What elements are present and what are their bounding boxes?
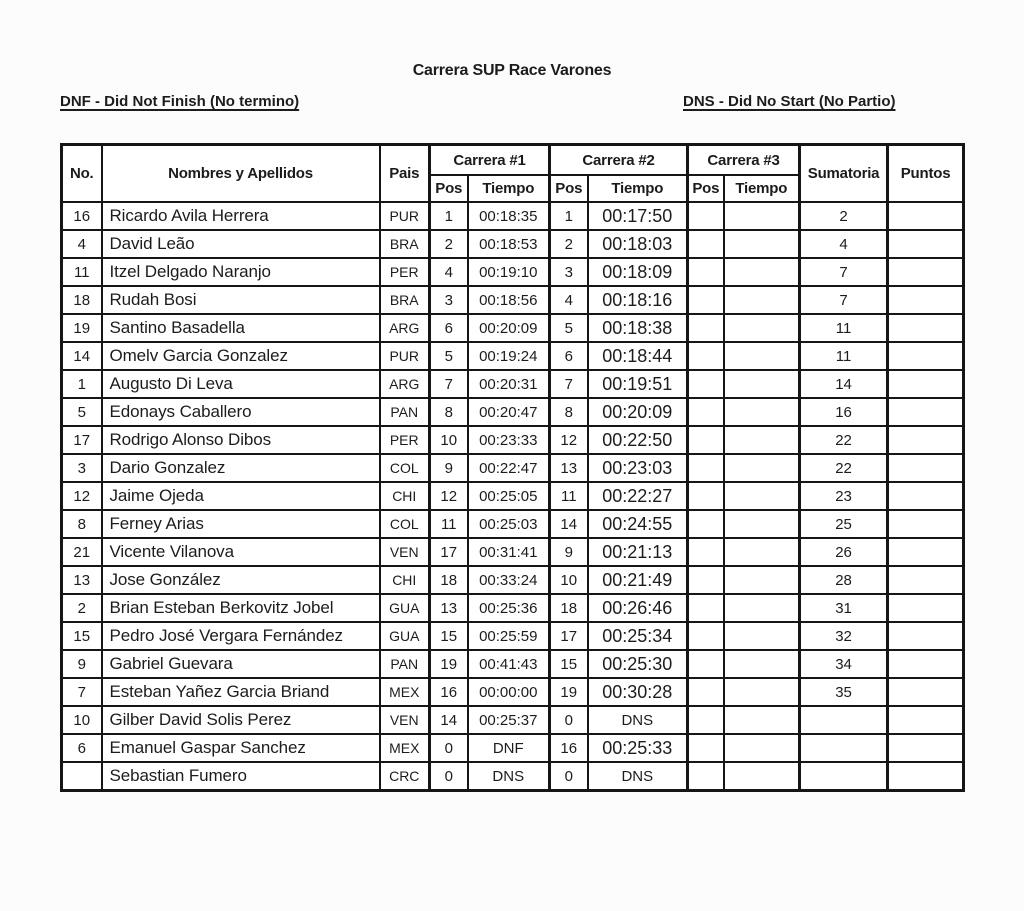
header-race3-pos: Pos <box>688 175 724 202</box>
cell-race3-pos <box>688 566 724 594</box>
cell-no: 15 <box>62 622 102 650</box>
table-row <box>62 622 964 650</box>
cell-race2-pos: 14 <box>550 510 588 538</box>
cell-race3-tiempo <box>724 510 800 538</box>
cell-puntos <box>888 538 964 566</box>
cell-race1-tiempo: 00:25:37 <box>468 706 550 734</box>
cell-race2-tiempo: 00:22:27 <box>588 482 688 510</box>
cell-name: Augusto Di Leva <box>102 370 380 398</box>
cell-pais: PAN <box>380 398 430 426</box>
cell-race2-pos: 8 <box>550 398 588 426</box>
table-row <box>62 482 964 510</box>
cell-no: 19 <box>62 314 102 342</box>
cell-race3-tiempo <box>724 566 800 594</box>
cell-no: 12 <box>62 482 102 510</box>
cell-race1-tiempo: 00:18:56 <box>468 286 550 314</box>
cell-sumatoria: 16 <box>800 398 888 426</box>
cell-pais: PER <box>380 426 430 454</box>
cell-race2-pos: 18 <box>550 594 588 622</box>
cell-race1-tiempo: 00:31:41 <box>468 538 550 566</box>
cell-race3-pos <box>688 678 724 706</box>
table-row <box>62 314 964 342</box>
cell-race2-pos: 10 <box>550 566 588 594</box>
cell-pais: PER <box>380 258 430 286</box>
cell-puntos <box>888 454 964 482</box>
cell-name: Brian Esteban Berkovitz Jobel <box>102 594 380 622</box>
cell-race3-pos <box>688 230 724 258</box>
cell-no: 6 <box>62 734 102 762</box>
cell-race2-tiempo: 00:30:28 <box>588 678 688 706</box>
cell-race3-pos <box>688 650 724 678</box>
header-race1-pos: Pos <box>430 175 468 202</box>
table-row <box>62 286 964 314</box>
cell-race2-tiempo: 00:24:55 <box>588 510 688 538</box>
cell-pais: COL <box>380 454 430 482</box>
header-race2-pos: Pos <box>550 175 588 202</box>
cell-race1-pos: 18 <box>430 566 468 594</box>
cell-race1-tiempo: DNS <box>468 762 550 791</box>
cell-race2-pos: 4 <box>550 286 588 314</box>
cell-race3-pos <box>688 370 724 398</box>
cell-name: David Leão <box>102 230 380 258</box>
cell-puntos <box>888 202 964 230</box>
cell-sumatoria: 34 <box>800 650 888 678</box>
cell-name: Gabriel Guevara <box>102 650 380 678</box>
cell-puntos <box>888 706 964 734</box>
table-body <box>62 202 964 791</box>
cell-race1-tiempo: 00:20:47 <box>468 398 550 426</box>
page-title: Carrera SUP Race Varones <box>412 62 612 79</box>
cell-race1-pos: 9 <box>430 454 468 482</box>
cell-sumatoria <box>800 706 888 734</box>
cell-puntos <box>888 426 964 454</box>
cell-race1-pos: 2 <box>430 230 468 258</box>
cell-race3-tiempo <box>724 370 800 398</box>
cell-pais: PAN <box>380 650 430 678</box>
cell-name: Ricardo Avila Herrera <box>102 202 380 230</box>
cell-no: 3 <box>62 454 102 482</box>
cell-sumatoria: 28 <box>800 566 888 594</box>
cell-race2-tiempo: DNS <box>588 762 688 791</box>
cell-race3-tiempo <box>724 286 800 314</box>
cell-race3-pos <box>688 426 724 454</box>
cell-name: Jaime Ojeda <box>102 482 380 510</box>
cell-no: 16 <box>62 202 102 230</box>
cell-name: Dario Gonzalez <box>102 454 380 482</box>
cell-puntos <box>888 594 964 622</box>
cell-pais: CHI <box>380 566 430 594</box>
cell-no <box>62 762 102 791</box>
cell-pais: VEN <box>380 538 430 566</box>
cell-race2-tiempo: 00:21:13 <box>588 538 688 566</box>
cell-race1-tiempo: 00:25:59 <box>468 622 550 650</box>
cell-race1-tiempo: 00:18:53 <box>468 230 550 258</box>
cell-name: Itzel Delgado Naranjo <box>102 258 380 286</box>
cell-sumatoria: 4 <box>800 230 888 258</box>
cell-race2-tiempo: 00:18:38 <box>588 314 688 342</box>
cell-pais: CHI <box>380 482 430 510</box>
cell-puntos <box>888 622 964 650</box>
cell-race1-pos: 13 <box>430 594 468 622</box>
cell-sumatoria: 22 <box>800 454 888 482</box>
table-row <box>62 370 964 398</box>
cell-race1-tiempo: 00:20:31 <box>468 370 550 398</box>
cell-race1-pos: 16 <box>430 678 468 706</box>
cell-race1-pos: 3 <box>430 286 468 314</box>
cell-race3-tiempo <box>724 594 800 622</box>
cell-race1-tiempo: 00:19:24 <box>468 342 550 370</box>
cell-pais: COL <box>380 510 430 538</box>
cell-race2-tiempo: 00:18:44 <box>588 342 688 370</box>
cell-pais: BRA <box>380 230 430 258</box>
cell-sumatoria: 14 <box>800 370 888 398</box>
legend-dns: DNS - Did No Start (No Partio) <box>683 93 896 110</box>
cell-race2-pos: 5 <box>550 314 588 342</box>
cell-race2-tiempo: 00:25:33 <box>588 734 688 762</box>
cell-race3-tiempo <box>724 734 800 762</box>
cell-race1-pos: 14 <box>430 706 468 734</box>
cell-puntos <box>888 734 964 762</box>
cell-race2-pos: 13 <box>550 454 588 482</box>
cell-race2-pos: 9 <box>550 538 588 566</box>
cell-no: 4 <box>62 230 102 258</box>
cell-puntos <box>888 678 964 706</box>
cell-race1-pos: 5 <box>430 342 468 370</box>
cell-race3-pos <box>688 398 724 426</box>
cell-puntos <box>888 762 964 791</box>
cell-pais: ARG <box>380 370 430 398</box>
header-race1-tiempo: Tiempo <box>468 175 550 202</box>
cell-race3-pos <box>688 762 724 791</box>
cell-race3-tiempo <box>724 230 800 258</box>
cell-name: Rudah Bosi <box>102 286 380 314</box>
cell-race1-tiempo: 00:25:05 <box>468 482 550 510</box>
cell-race2-pos: 2 <box>550 230 588 258</box>
cell-no: 5 <box>62 398 102 426</box>
cell-pais: VEN <box>380 706 430 734</box>
table-row <box>62 426 964 454</box>
cell-pais: GUA <box>380 594 430 622</box>
cell-name: Santino Basadella <box>102 314 380 342</box>
cell-race2-tiempo: DNS <box>588 706 688 734</box>
cell-race3-pos <box>688 594 724 622</box>
cell-race3-pos <box>688 314 724 342</box>
table-row <box>62 202 964 230</box>
cell-no: 18 <box>62 286 102 314</box>
cell-race2-pos: 16 <box>550 734 588 762</box>
cell-race3-tiempo <box>724 398 800 426</box>
cell-puntos <box>888 258 964 286</box>
cell-sumatoria: 23 <box>800 482 888 510</box>
cell-race1-pos: 4 <box>430 258 468 286</box>
legend-dnf: DNF - Did Not Finish (No termino) <box>60 93 300 110</box>
table-row <box>62 538 964 566</box>
cell-name: Jose González <box>102 566 380 594</box>
header-pais: Pais <box>380 145 430 203</box>
cell-race2-tiempo: 00:18:16 <box>588 286 688 314</box>
cell-race3-tiempo <box>724 202 800 230</box>
cell-puntos <box>888 566 964 594</box>
cell-race1-pos: 19 <box>430 650 468 678</box>
cell-name: Edonays Caballero <box>102 398 380 426</box>
cell-sumatoria <box>800 762 888 791</box>
cell-sumatoria: 7 <box>800 258 888 286</box>
cell-race1-pos: 11 <box>430 510 468 538</box>
cell-race1-tiempo: 00:22:47 <box>468 454 550 482</box>
cell-race2-pos: 11 <box>550 482 588 510</box>
cell-race1-pos: 1 <box>430 202 468 230</box>
cell-race1-tiempo: 00:00:00 <box>468 678 550 706</box>
cell-race3-pos <box>688 734 724 762</box>
header-sumatoria: Sumatoria <box>800 145 888 203</box>
cell-race2-tiempo: 00:23:03 <box>588 454 688 482</box>
header-race1: Carrera #1 <box>430 145 550 176</box>
cell-pais: PUR <box>380 342 430 370</box>
cell-race3-tiempo <box>724 314 800 342</box>
cell-race3-tiempo <box>724 482 800 510</box>
cell-race3-tiempo <box>724 650 800 678</box>
cell-race2-tiempo: 00:19:51 <box>588 370 688 398</box>
cell-sumatoria: 31 <box>800 594 888 622</box>
cell-pais: MEX <box>380 734 430 762</box>
cell-race2-pos: 15 <box>550 650 588 678</box>
cell-puntos <box>888 398 964 426</box>
cell-name: Gilber David Solis Perez <box>102 706 380 734</box>
cell-pais: CRC <box>380 762 430 791</box>
cell-pais: ARG <box>380 314 430 342</box>
cell-race1-pos: 17 <box>430 538 468 566</box>
cell-race2-tiempo: 00:21:49 <box>588 566 688 594</box>
cell-pais: MEX <box>380 678 430 706</box>
cell-race3-pos <box>688 342 724 370</box>
cell-puntos <box>888 650 964 678</box>
cell-sumatoria: 32 <box>800 622 888 650</box>
cell-sumatoria: 2 <box>800 202 888 230</box>
cell-race2-tiempo: 00:20:09 <box>588 398 688 426</box>
cell-no: 2 <box>62 594 102 622</box>
cell-puntos <box>888 286 964 314</box>
table-row <box>62 678 964 706</box>
cell-sumatoria: 7 <box>800 286 888 314</box>
table-row <box>62 230 964 258</box>
cell-no: 7 <box>62 678 102 706</box>
table-row <box>62 594 964 622</box>
cell-no: 13 <box>62 566 102 594</box>
cell-no: 1 <box>62 370 102 398</box>
table-row <box>62 454 964 482</box>
cell-puntos <box>888 370 964 398</box>
cell-race3-pos <box>688 286 724 314</box>
cell-sumatoria: 22 <box>800 426 888 454</box>
cell-name: Sebastian Fumero <box>102 762 380 791</box>
cell-puntos <box>888 482 964 510</box>
results-table <box>60 143 965 792</box>
cell-race2-tiempo: 00:26:46 <box>588 594 688 622</box>
cell-race2-tiempo: 00:25:34 <box>588 622 688 650</box>
table-row <box>62 398 964 426</box>
cell-name: Rodrigo Alonso Dibos <box>102 426 380 454</box>
cell-race3-pos <box>688 510 724 538</box>
cell-no: 17 <box>62 426 102 454</box>
cell-name: Pedro José Vergara Fernández <box>102 622 380 650</box>
table-row <box>62 566 964 594</box>
cell-sumatoria: 35 <box>800 678 888 706</box>
cell-race2-tiempo: 00:25:30 <box>588 650 688 678</box>
cell-puntos <box>888 510 964 538</box>
cell-pais: BRA <box>380 286 430 314</box>
cell-puntos <box>888 342 964 370</box>
cell-sumatoria: 25 <box>800 510 888 538</box>
header-race3-tiempo: Tiempo <box>724 175 800 202</box>
cell-race3-pos <box>688 202 724 230</box>
cell-race3-pos <box>688 622 724 650</box>
header-race2: Carrera #2 <box>550 145 688 176</box>
cell-race2-pos: 1 <box>550 202 588 230</box>
cell-race2-pos: 6 <box>550 342 588 370</box>
cell-no: 21 <box>62 538 102 566</box>
cell-race2-pos: 3 <box>550 258 588 286</box>
cell-sumatoria: 26 <box>800 538 888 566</box>
cell-puntos <box>888 230 964 258</box>
cell-race2-tiempo: 00:22:50 <box>588 426 688 454</box>
cell-sumatoria: 11 <box>800 342 888 370</box>
cell-race3-tiempo <box>724 622 800 650</box>
cell-race3-pos <box>688 706 724 734</box>
cell-race2-tiempo: 00:17:50 <box>588 202 688 230</box>
cell-race1-pos: 8 <box>430 398 468 426</box>
cell-sumatoria <box>800 734 888 762</box>
cell-race1-pos: 0 <box>430 762 468 791</box>
header-names: Nombres y Apellidos <box>102 145 380 203</box>
cell-race1-pos: 7 <box>430 370 468 398</box>
cell-race3-pos <box>688 454 724 482</box>
cell-race2-pos: 7 <box>550 370 588 398</box>
cell-race3-pos <box>688 482 724 510</box>
cell-puntos <box>888 314 964 342</box>
cell-race1-pos: 6 <box>430 314 468 342</box>
cell-race3-tiempo <box>724 762 800 791</box>
cell-name: Esteban Yañez Garcia Briand <box>102 678 380 706</box>
header-race2-tiempo: Tiempo <box>588 175 688 202</box>
cell-name: Emanuel Gaspar Sanchez <box>102 734 380 762</box>
table-row <box>62 734 964 762</box>
cell-race3-tiempo <box>724 454 800 482</box>
header-no: No. <box>62 145 102 203</box>
cell-race2-tiempo: 00:18:03 <box>588 230 688 258</box>
cell-no: 10 <box>62 706 102 734</box>
table-row <box>62 258 964 286</box>
cell-race1-tiempo: DNF <box>468 734 550 762</box>
cell-race1-pos: 0 <box>430 734 468 762</box>
cell-race1-pos: 15 <box>430 622 468 650</box>
cell-race2-pos: 0 <box>550 762 588 791</box>
cell-no: 11 <box>62 258 102 286</box>
cell-no: 14 <box>62 342 102 370</box>
header-puntos: Puntos <box>888 145 964 203</box>
cell-race1-tiempo: 00:33:24 <box>468 566 550 594</box>
table-row <box>62 650 964 678</box>
cell-race1-pos: 10 <box>430 426 468 454</box>
cell-race3-pos <box>688 538 724 566</box>
cell-race3-tiempo <box>724 426 800 454</box>
cell-race3-tiempo <box>724 706 800 734</box>
cell-race2-pos: 12 <box>550 426 588 454</box>
header-race3: Carrera #3 <box>688 145 800 176</box>
cell-race1-tiempo: 00:25:36 <box>468 594 550 622</box>
cell-race1-tiempo: 00:20:09 <box>468 314 550 342</box>
table-header <box>62 145 964 203</box>
table-row <box>62 706 964 734</box>
cell-name: Vicente Vilanova <box>102 538 380 566</box>
cell-race1-tiempo: 00:41:43 <box>468 650 550 678</box>
table-row <box>62 762 964 791</box>
cell-race3-tiempo <box>724 678 800 706</box>
cell-race1-tiempo: 00:18:35 <box>468 202 550 230</box>
cell-no: 8 <box>62 510 102 538</box>
cell-race2-tiempo: 00:18:09 <box>588 258 688 286</box>
cell-race3-pos <box>688 258 724 286</box>
cell-pais: PUR <box>380 202 430 230</box>
cell-race3-tiempo <box>724 342 800 370</box>
cell-race1-tiempo: 00:23:33 <box>468 426 550 454</box>
cell-no: 9 <box>62 650 102 678</box>
cell-name: Ferney Arias <box>102 510 380 538</box>
cell-name: Omelv Garcia Gonzalez <box>102 342 380 370</box>
cell-race1-tiempo: 00:19:10 <box>468 258 550 286</box>
cell-pais: GUA <box>380 622 430 650</box>
cell-race3-tiempo <box>724 538 800 566</box>
cell-race2-pos: 0 <box>550 706 588 734</box>
table-row <box>62 510 964 538</box>
cell-race1-pos: 12 <box>430 482 468 510</box>
cell-sumatoria: 11 <box>800 314 888 342</box>
cell-race2-pos: 19 <box>550 678 588 706</box>
table-row <box>62 342 964 370</box>
cell-race3-tiempo <box>724 258 800 286</box>
cell-race2-pos: 17 <box>550 622 588 650</box>
cell-race1-tiempo: 00:25:03 <box>468 510 550 538</box>
